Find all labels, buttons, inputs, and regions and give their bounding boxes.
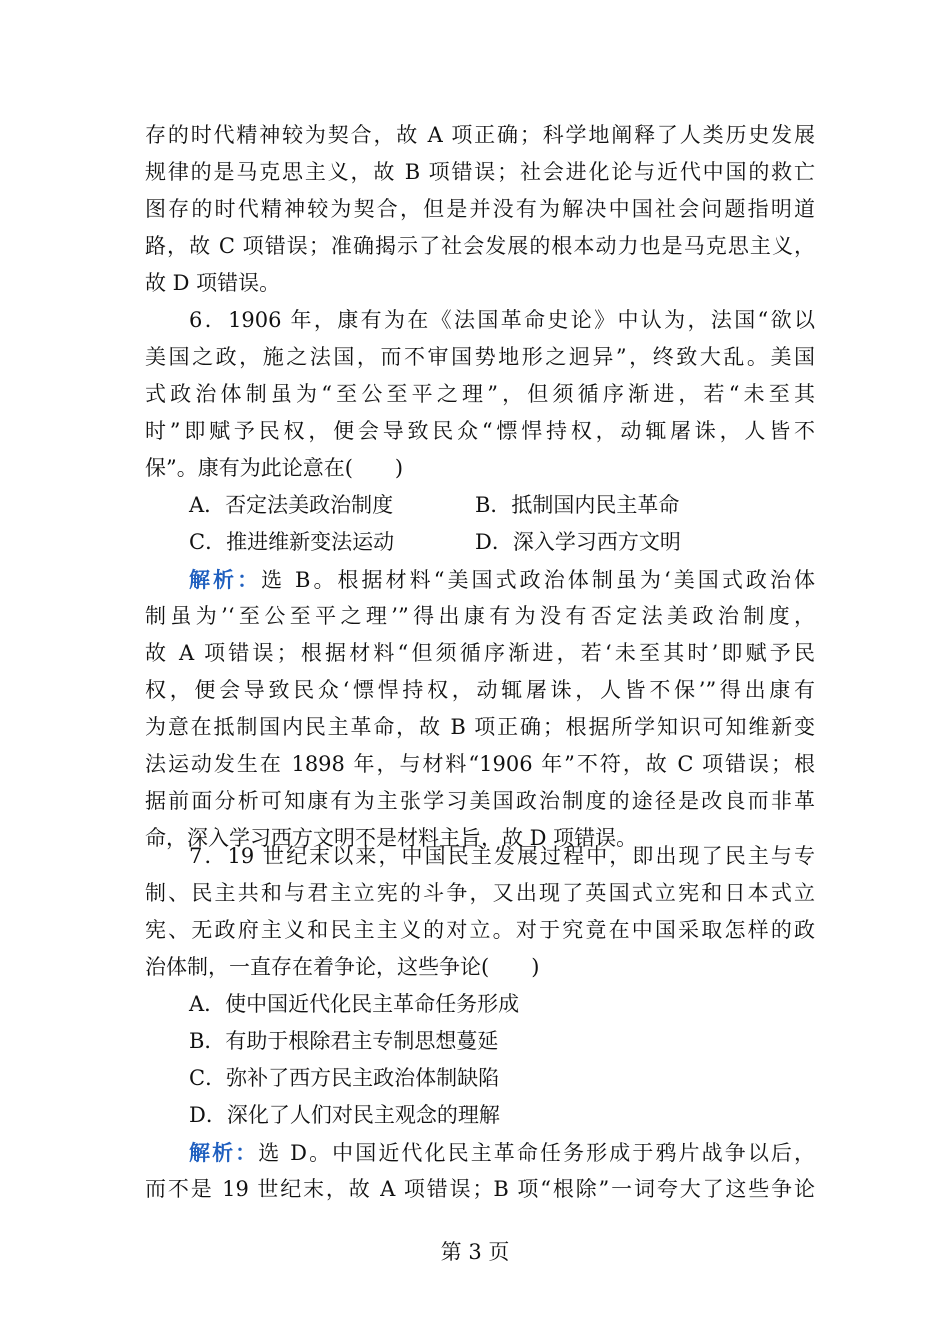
option-a: A．否定法美政治制度 xyxy=(189,493,394,517)
page-number: 第 3 页 xyxy=(440,1240,510,1264)
analysis-line: 命，深入学习西方文明不是材料主旨，故 D 项错误。 xyxy=(145,826,638,850)
analysis-first-line xyxy=(145,1134,815,1171)
question-stem-line: 制、民主共和与君主立宪的斗争，又出现了英国式立宪和日本式立 xyxy=(145,881,815,905)
question-stem-line: 式政治体制虽为“至公至平之理”，但须循序渐进，若“未至其 xyxy=(145,382,815,406)
question-stem-line: 时”即赋予民权，便会导致民众“慓悍持权，动辄屠诛，人皆不 xyxy=(145,419,815,443)
text-line: 规律的是马克思主义，故 B 项错误；社会进化论与近代中国的救亡 xyxy=(145,160,815,184)
analysis-label: 解析： xyxy=(189,1140,259,1165)
question-stem-line: 6．1906 年，康有为在《法国革命史论》中认为，法国“欲以 xyxy=(189,308,815,332)
prev-analysis xyxy=(145,117,815,302)
question-stem-line: 保”。康有为此论意在( ) xyxy=(145,456,404,480)
question-7 xyxy=(145,838,815,1208)
option-a: A．使中国近代化民主革命任务形成 xyxy=(189,992,520,1016)
analysis-label: 解析： xyxy=(189,567,262,592)
analysis-line: 故 A 项错误；根据材料“但须循序渐进，若‘未至其时’即赋予民 xyxy=(145,641,815,665)
analysis-text: 选 B。根据材料“美国式政治体制虽为‘美国式政治体 xyxy=(261,568,815,592)
question-stem-line: 7．19 世纪末以来，中国民主发展过程中，即出现了民主与专 xyxy=(189,844,815,868)
question-stem-line: 治体制，一直存在着争论，这些争论( ) xyxy=(145,955,540,979)
option-d: D．深入学习西方文明 xyxy=(475,530,681,554)
analysis-line: 而不是 19 世纪末，故 A 项错误；B 项“根除”一词夸大了这些争论 xyxy=(145,1177,815,1201)
analysis-text: 选 D。中国近代化民主革命任务形成于鸦片战争以后， xyxy=(258,1141,815,1165)
analysis-line: 为意在抵制国内民主革命，故 B 项正确；根据所学知识可知维新变 xyxy=(145,715,815,739)
text-line: 路，故 C 项错误；准确揭示了社会发展的根本动力也是马克思主义， xyxy=(145,234,815,258)
options-row xyxy=(145,524,815,561)
option-c: C．弥补了西方民主政治体制缺陷 xyxy=(189,1066,500,1090)
analysis-line: 法运动发生在 1898 年，与材料“1906 年”不符，故 C 项错误；根 xyxy=(145,752,815,776)
text-line: 故 D 项错误。 xyxy=(145,271,281,295)
question-6 xyxy=(145,302,815,857)
options-row xyxy=(145,487,815,524)
analysis-line: 制虽为’‘至公至平之理’”得出康有为没有否定法美政治制度， xyxy=(145,604,815,628)
analysis-line: 据前面分析可知康有为主张学习美国政治制度的途径是改良而非革 xyxy=(145,789,815,813)
question-stem-line: 美国之政，施之法国，而不审国势地形之迥异”，终致大乱。美国 xyxy=(145,345,815,369)
text-line: 图存的时代精神较为契合，但是并没有为解决中国社会问题指明道 xyxy=(145,197,815,221)
question-stem-line: 宪、无政府主义和民主主义的对立。对于究竟在中国采取怎样的政 xyxy=(145,918,815,942)
analysis-first-line xyxy=(145,561,815,598)
option-d: D．深化了人们对民主观念的理解 xyxy=(189,1103,500,1127)
option-b: B．有助于根除君主专制思想蔓延 xyxy=(189,1029,499,1053)
text-line: 存的时代精神较为契合，故 A 项正确；科学地阐释了人类历史发展 xyxy=(145,123,815,147)
option-c: C．推进维新变法运动 xyxy=(189,530,395,554)
option-b: B．抵制国内民主革命 xyxy=(475,493,680,517)
analysis-line: 权，便会导致民众‘慓悍持权，动辄屠诛，人皆不保’”得出康有 xyxy=(145,678,815,702)
